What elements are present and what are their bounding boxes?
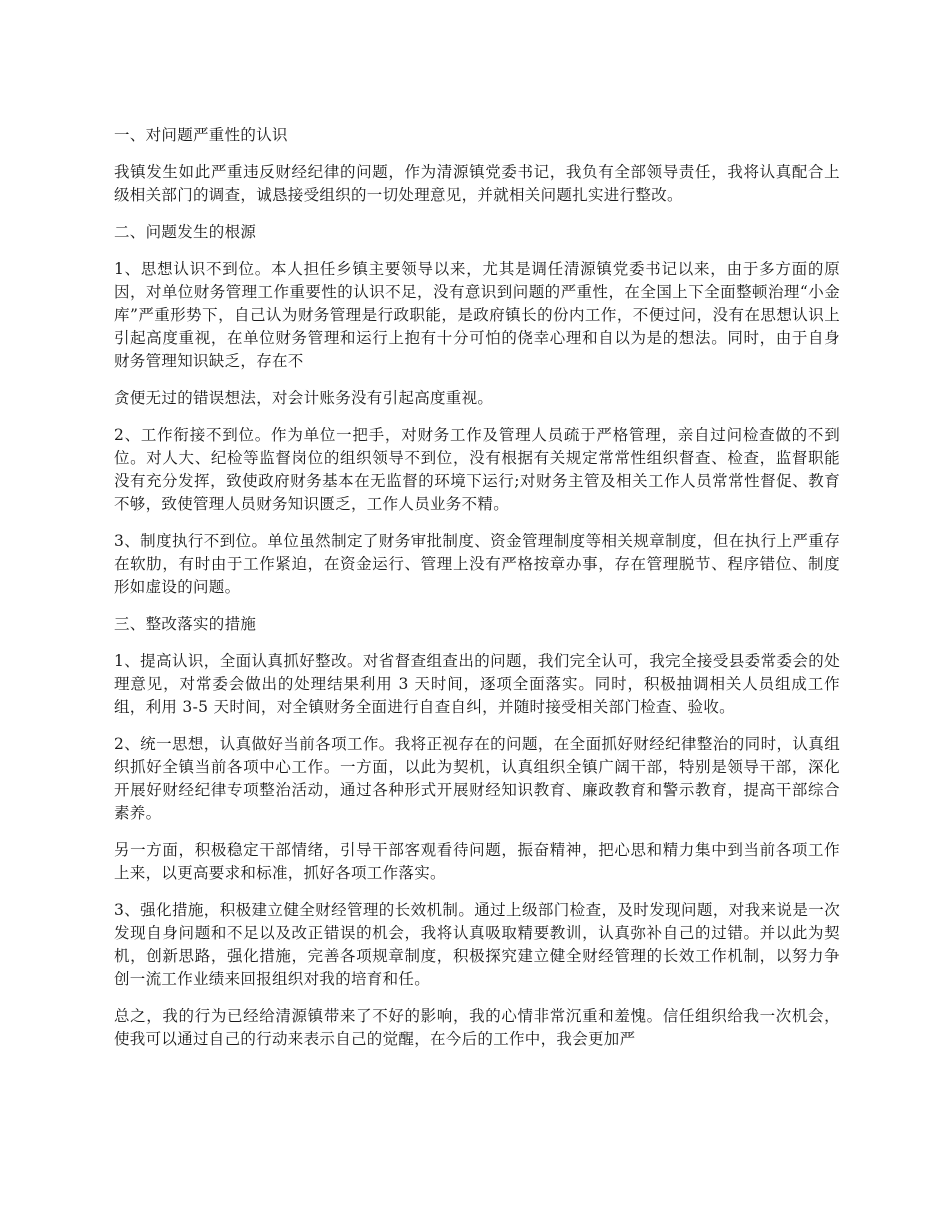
section-heading-3: 三、整改落实的措施 [114,615,257,633]
paragraph: 2、工作衔接不到位。作为单位一把手，对财务工作及管理人员疏于严格管理，亲自过问检查做的不到位。对人大、纪检等监督岗位的组织领导不到位，没有根据有关规定常常性组织督查、检查，监督职能没有充分发挥，致使政府财务基本在无监督的环境下运行;对财务主管及相关工作人员常常性督促、教育不够，致使管理人员财务知识匮乏，工作人员业务不精。 [114,426,840,513]
section-heading-2: 二、问题发生的根源 [114,223,257,241]
document-page [114,124,840,1065]
paragraph: 3、强化措施，积极建立健全财经管理的长效机制。通过上级部门检查，及时发现问题，对我来说是一次发现自身问题和不足以及改正错误的机会，我将认真吸取精要教训，认真弥补自己的过错。并以此为契机，创新思路，强化措施，完善各项规章制度，积极探究建立健全财经管理的长效工作机制，以努力争创一流工作业绩来回报组织对我的培育和任。 [114,901,840,988]
paragraph: 我镇发生如此严重违反财经纪律的问题，作为清源镇党委书记，我负有全部领导责任，我将认真配合上级相关部门的调查，诚恳接受组织的一切处理意见，并就相关问题扎实进行整改。 [114,163,840,204]
paragraph: 1、提高认识，全面认真抓好整改。对省督查组查出的问题，我们完全认可，我完全接受县委常委会的处理意见，对常委会做出的处理结果利用 3 天时间，逐项全面落实。同时，积极抽调相关人员组成工作组，利用 3-5 天时间，对全镇财务全面进行自查自纠，并随时接受相关部门检查、验收。 [114,652,840,716]
paragraph: 2、统一思想，认真做好当前各项工作。我将正视存在的问题，在全面抓好财经纪律整治的同时，认真组织抓好全镇当前各项中心工作。一方面，以此为契机，认真组织全镇广阔干部，特别是领导干部，深化开展好财经纪律专项整治活动，通过各种形式开展财经知识教育、廉政教育和警示教育，提高干部综合素养。 [114,735,840,822]
section-heading-1: 一、对问题严重性的认识 [114,126,288,144]
paragraph: 另一方面，积极稳定干部情绪，引导干部客观看待问题，振奋精神，把心思和精力集中到当前各项工作上来，以更高要求和标准，抓好各项工作落实。 [114,841,840,882]
paragraph: 总之，我的行为已经给清源镇带来了不好的影响，我的心情非常沉重和羞愧。信任组织给我一次机会，使我可以通过自己的行动来表示自己的觉醒，在今后的工作中，我会更加严 [114,1007,840,1048]
paragraph: 贪便无过的错误想法，对会计账务没有引起高度重视。 [114,389,494,407]
paragraph: 1、思想认识不到位。本人担任乡镇主要领导以来，尤其是调任清源镇党委书记以来，由于多方面的原因，对单位财务管理工作重要性的认识不足，没有意识到问题的严重性，在全国上下全面整顿治理“小金库”严重形势下，自己认为财务管理是行政职能，是政府镇长的份内工作，不便过问，没有在思想认识上引起高度重视，在单位财务管理和运行上抱有十分可怕的侥幸心理和自以为是的想法。同时，由于自身财务管理知识缺乏，存在不 [114,260,840,370]
paragraph: 3、制度执行不到位。单位虽然制定了财务审批制度、资金管理制度等相关规章制度，但在执行上严重存在软肋，有时由于工作紧迫，在资金运行、管理上没有严格按章办事，存在管理脱节、程序错位、制度形如虚设的问题。 [114,532,840,596]
